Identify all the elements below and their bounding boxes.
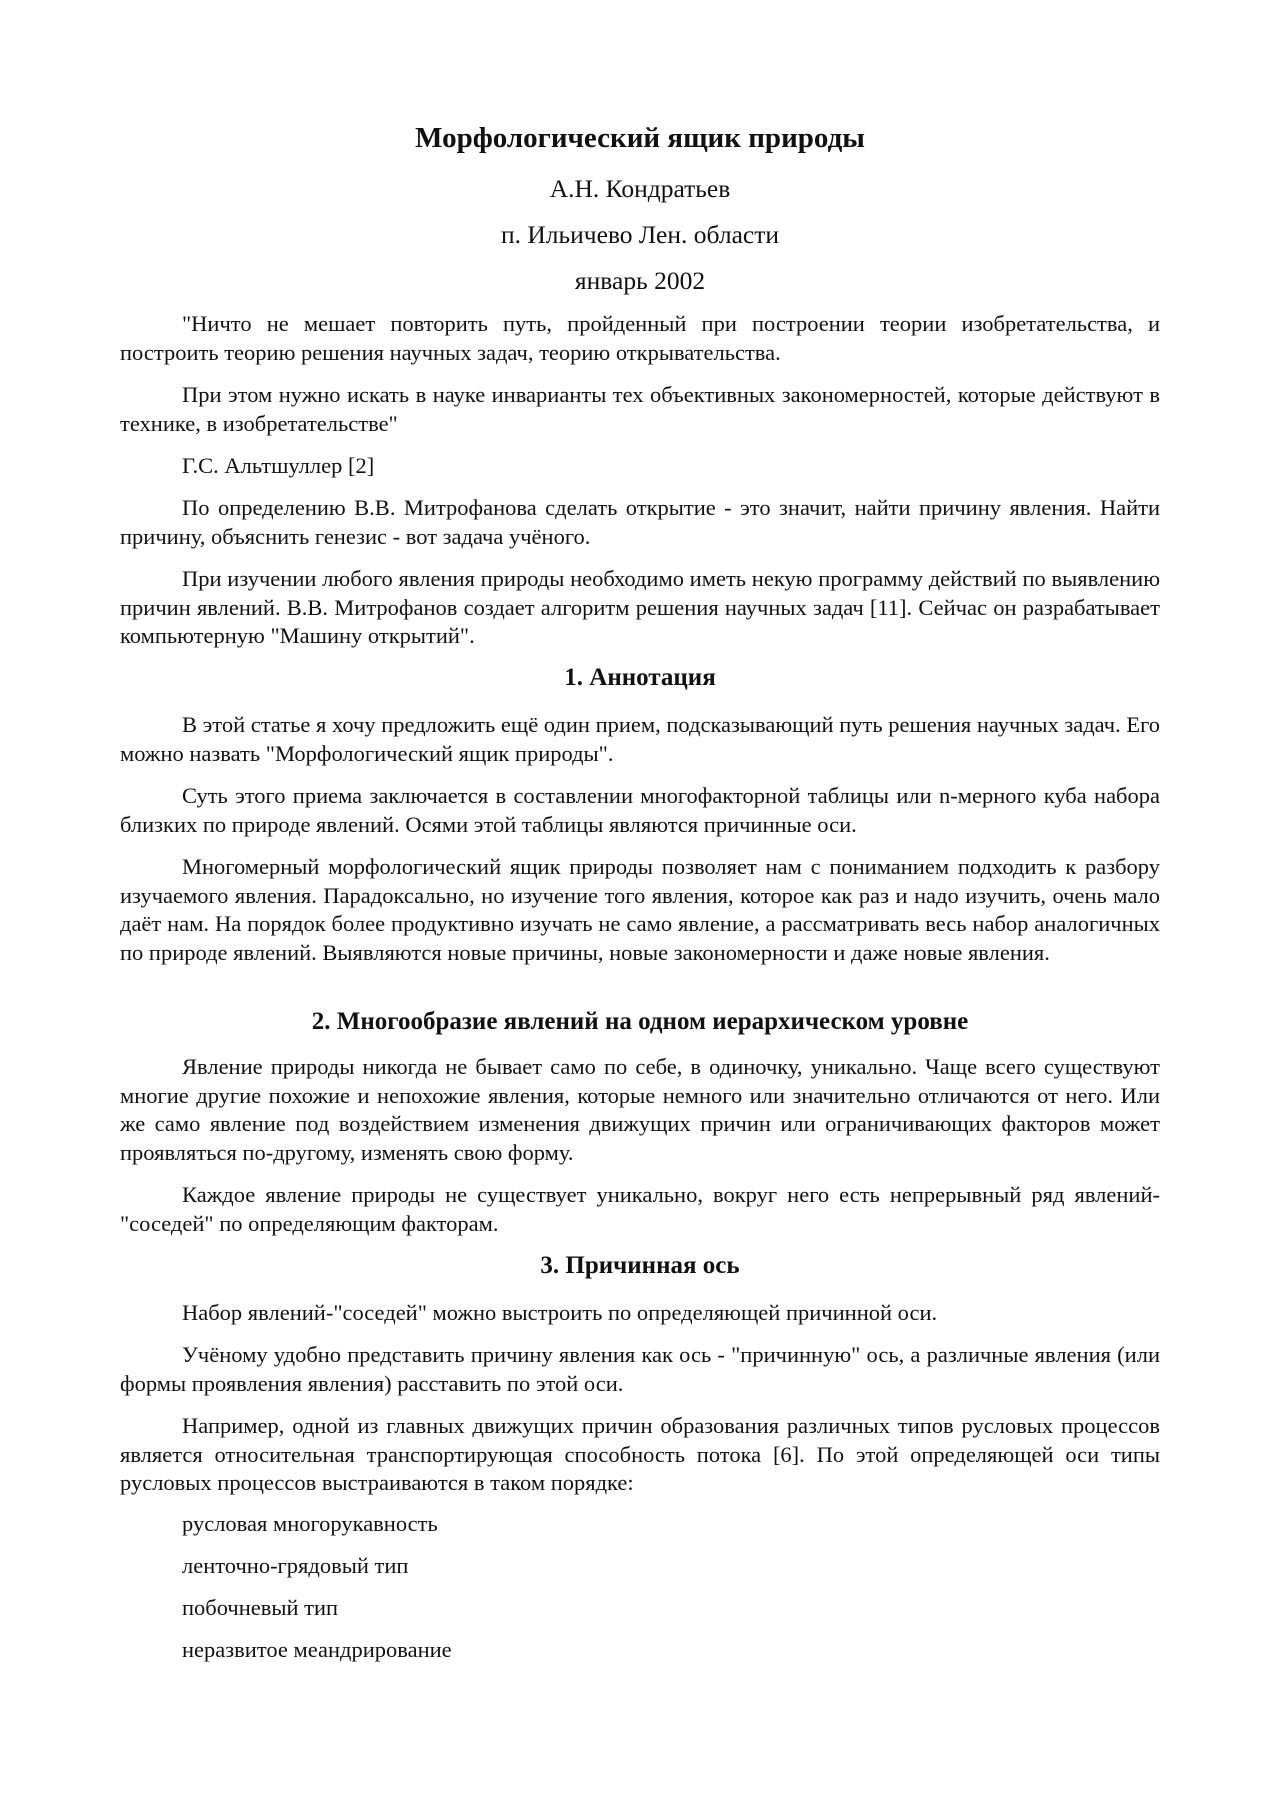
document-date: январь 2002 (574, 266, 706, 295)
document-place: п. Ильичево Лен. области (500, 220, 780, 249)
section-2-paragraph-2: Каждое явление природы не существует уникально, вокруг него есть непрерывный ряд явлений-"соседей" по определяющим факторам. (120, 1182, 1160, 1236)
section-1-paragraph-1: В этой статье я хочу предложить ещё один прием, подсказывающий путь решения научных задач. Его можно назвать "Морфологический ящик природы". (120, 712, 1160, 766)
list-item: неразвитое меандрирование (182, 1637, 452, 1662)
section-2-paragraph-1: Явление природы никогда не бывает само по себе, в одиночку, уникально. Чаще всего существуют многие другие похожие и непохожие явления, которые немного или значительно отличаются от него. Или же само явление под воздействием изменения движущих причин или ограничивающих факторов может проявляться по-другому, изменять свою форму. (120, 1054, 1160, 1165)
section-1-heading: 1. Аннотация (564, 664, 716, 691)
section-3-paragraph-1: Набор явлений-"соседей" можно выстроить по определяющей причинной оси. (182, 1300, 938, 1325)
section-1-paragraph-2: Суть этого приема заключается в составлении многофакторной таблицы или n-мерного куба набора близких по природе явлений. Осями этой таблицы являются причинные оси. (120, 783, 1160, 837)
intro-paragraph-2: При изучении любого явления природы необходимо иметь некую программу действий по выявлению причин явлений. В.В. Митрофанов создает алгоритм решения научных задач [11]. Сейчас он разрабатывает компьютерную "Машину открытий". (120, 566, 1160, 648)
section-3-paragraph-3: Например, одной из главных движущих причин образования различных типов русловых процессов является относительная транспортирующая способность потока [6]. По этой определяющей оси типы русловых процессов выстраиваются в таком порядке: (120, 1413, 1160, 1495)
document-author: А.Н. Кондратьев (549, 174, 731, 203)
list-item: побочневый тип (182, 1595, 339, 1620)
section-1-paragraph-3: Многомерный морфологический ящик природы позволяет нам с пониманием подходить к разбору изучаемого явления. Парадоксально, но изучение того явления, которое как раз и надо изучить, очень мало даёт нам. На порядок более продуктивно изучать не само явление, а рассматривать весь набор аналогичных по природе явлений. Выявляются новые причины, новые закономерности и даже новые явления. (120, 854, 1160, 965)
document-title: Морфологический ящик природы (415, 122, 865, 154)
quote-paragraph-1: "Ничто не мешает повторить путь, пройденный при построении теории изобретательства, и построить теорию решения научных задач, теорию открывательства. (120, 311, 1160, 365)
quote-author: Г.С. Альтшуллер [2] (182, 453, 375, 478)
list-item: ленточно-грядовый тип (182, 1553, 409, 1578)
list-item: русловая многорукавность (182, 1511, 438, 1536)
section-3-paragraph-2: Учёному удобно представить причину явления как ось - "причинную" ось, а различные явления (или формы проявления явления) расставить по этой оси. (120, 1342, 1160, 1396)
intro-paragraph-1: По определению В.В. Митрофанова сделать открытие - это значит, найти причину явления. Найти причину, объяснить генезис - вот задача учёного. (120, 495, 1160, 549)
section-3-heading: 3. Причинная ось (540, 1252, 740, 1279)
quote-paragraph-2: При этом нужно искать в науке инварианты тех объективных закономерностей, которые действуют в технике, в изобретательстве" (120, 382, 1160, 436)
section-2-heading: 2. Многообразие явлений на одном иерархическом уровне (311, 1008, 969, 1035)
